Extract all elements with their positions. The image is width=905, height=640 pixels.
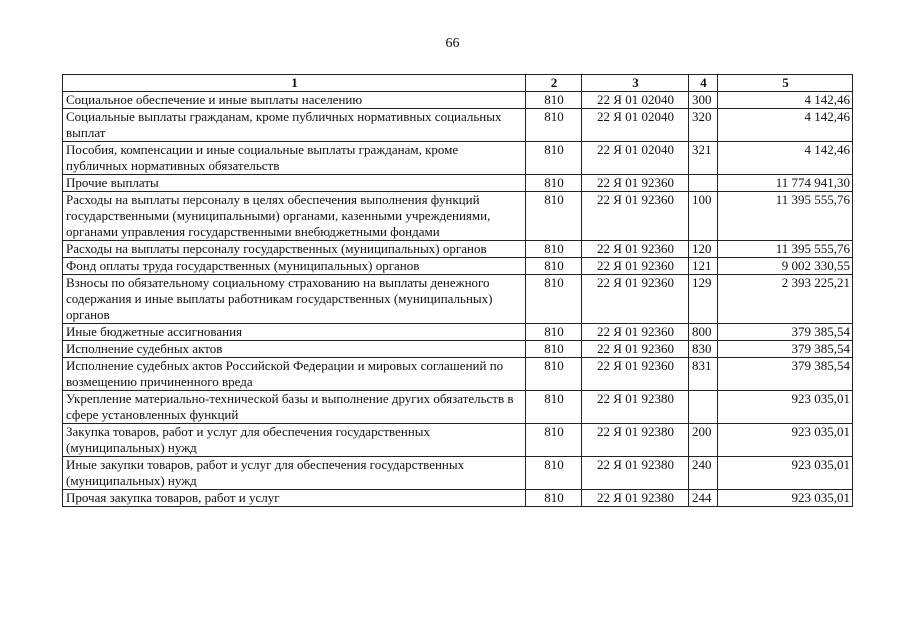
table-row — [63, 109, 853, 142]
row-amount-cell: 2 393 225,21 — [718, 275, 853, 324]
table-row — [63, 175, 853, 192]
row-name-cell: Прочая закупка товаров, работ и услуг — [63, 490, 526, 507]
header-col-4: 4 — [689, 75, 718, 92]
row-code-cell: 810 — [526, 341, 582, 358]
table-row — [63, 341, 853, 358]
row-target-cell: 22 Я 01 02040 — [582, 142, 689, 175]
row-code-cell: 810 — [526, 457, 582, 490]
table-row — [63, 424, 853, 457]
row-name-cell: Прочие выплаты — [63, 175, 526, 192]
row-code-cell: 810 — [526, 275, 582, 324]
row-code-cell: 810 — [526, 391, 582, 424]
table-row — [63, 92, 853, 109]
row-type-cell: 100 — [689, 192, 718, 241]
budget-table — [62, 74, 853, 507]
row-target-cell: 22 Я 01 92360 — [582, 175, 689, 192]
row-type-cell: 831 — [689, 358, 718, 391]
row-type-cell: 830 — [689, 341, 718, 358]
row-name-cell: Пособия, компенсации и иные социальные выплаты гражданам, кроме публичных нормативных обязательств — [63, 142, 526, 175]
header-col-2: 2 — [526, 75, 582, 92]
row-amount-cell: 923 035,01 — [718, 457, 853, 490]
row-amount-cell: 923 035,01 — [718, 391, 853, 424]
row-type-cell: 121 — [689, 258, 718, 275]
row-name-cell: Иные закупки товаров, работ и услуг для обеспечения государственных (муниципальных) нужд — [63, 457, 526, 490]
table-row — [63, 358, 853, 391]
row-code-cell: 810 — [526, 142, 582, 175]
row-target-cell: 22 Я 01 92360 — [582, 324, 689, 341]
row-amount-cell: 923 035,01 — [718, 424, 853, 457]
row-name-cell: Социальное обеспечение и иные выплаты населению — [63, 92, 526, 109]
row-type-cell: 200 — [689, 424, 718, 457]
row-name-cell: Закупка товаров, работ и услуг для обеспечения государственных (муниципальных) нужд — [63, 424, 526, 457]
table-row — [63, 490, 853, 507]
table-row — [63, 258, 853, 275]
row-type-cell — [689, 175, 718, 192]
row-target-cell: 22 Я 01 92380 — [582, 457, 689, 490]
row-name-cell: Расходы на выплаты персоналу государственных (муниципальных) органов — [63, 241, 526, 258]
row-type-cell: 320 — [689, 109, 718, 142]
row-name-cell: Иные бюджетные ассигнования — [63, 324, 526, 341]
header-col-3: 3 — [582, 75, 689, 92]
row-code-cell: 810 — [526, 258, 582, 275]
row-target-cell: 22 Я 01 02040 — [582, 109, 689, 142]
table-row — [63, 391, 853, 424]
table-row — [63, 457, 853, 490]
table-row — [63, 192, 853, 241]
row-code-cell: 810 — [526, 324, 582, 341]
row-code-cell: 810 — [526, 358, 582, 391]
row-name-cell: Социальные выплаты гражданам, кроме публичных нормативных социальных выплат — [63, 109, 526, 142]
row-type-cell: 321 — [689, 142, 718, 175]
row-code-cell: 810 — [526, 241, 582, 258]
row-amount-cell: 923 035,01 — [718, 490, 853, 507]
table-row — [63, 241, 853, 258]
row-target-cell: 22 Я 01 92360 — [582, 241, 689, 258]
row-name-cell: Расходы на выплаты персоналу в целях обеспечения выполнения функций государственными (муниципальными) органами, казенными учреждениями, органами управления государственными внебюджетными фондами — [63, 192, 526, 241]
row-code-cell: 810 — [526, 109, 582, 142]
row-amount-cell: 379 385,54 — [718, 341, 853, 358]
table-row — [63, 142, 853, 175]
row-target-cell: 22 Я 01 02040 — [582, 92, 689, 109]
row-target-cell: 22 Я 01 92360 — [582, 258, 689, 275]
row-type-cell: 800 — [689, 324, 718, 341]
row-type-cell: 300 — [689, 92, 718, 109]
row-amount-cell: 4 142,46 — [718, 92, 853, 109]
row-amount-cell: 4 142,46 — [718, 109, 853, 142]
table-body — [63, 92, 853, 507]
row-target-cell: 22 Я 01 92360 — [582, 275, 689, 324]
row-amount-cell: 379 385,54 — [718, 358, 853, 391]
row-type-cell: 244 — [689, 490, 718, 507]
row-code-cell: 810 — [526, 92, 582, 109]
row-type-cell: 129 — [689, 275, 718, 324]
row-name-cell: Фонд оплаты труда государственных (муниципальных) органов — [63, 258, 526, 275]
row-target-cell: 22 Я 01 92380 — [582, 424, 689, 457]
row-code-cell: 810 — [526, 175, 582, 192]
row-amount-cell: 11 395 555,76 — [718, 192, 853, 241]
page-number: 66 — [445, 36, 460, 51]
row-amount-cell: 4 142,46 — [718, 142, 853, 175]
table-row — [63, 275, 853, 324]
header-col-5: 5 — [718, 75, 853, 92]
row-target-cell: 22 Я 01 92380 — [582, 391, 689, 424]
row-name-cell: Взносы по обязательному социальному страхованию на выплаты денежного содержания и иные выплаты работникам государственных (муниципальных) органов — [63, 275, 526, 324]
table-row — [63, 324, 853, 341]
row-target-cell: 22 Я 01 92380 — [582, 490, 689, 507]
row-code-cell: 810 — [526, 490, 582, 507]
row-code-cell: 810 — [526, 424, 582, 457]
header-col-1: 1 — [63, 75, 526, 92]
row-name-cell: Укрепление материально-технической базы и выполнение других обязательств в сфере установленных функций — [63, 391, 526, 424]
row-type-cell — [689, 391, 718, 424]
row-target-cell: 22 Я 01 92360 — [582, 358, 689, 391]
row-target-cell: 22 Я 01 92360 — [582, 192, 689, 241]
row-amount-cell: 11 774 941,30 — [718, 175, 853, 192]
row-target-cell: 22 Я 01 92360 — [582, 341, 689, 358]
row-type-cell: 120 — [689, 241, 718, 258]
row-name-cell: Исполнение судебных актов — [63, 341, 526, 358]
table-header-row — [63, 75, 853, 92]
row-type-cell: 240 — [689, 457, 718, 490]
row-code-cell: 810 — [526, 192, 582, 241]
row-amount-cell: 9 002 330,55 — [718, 258, 853, 275]
row-amount-cell: 11 395 555,76 — [718, 241, 853, 258]
row-name-cell: Исполнение судебных актов Российской Федерации и мировых соглашений по возмещению причиненного вреда — [63, 358, 526, 391]
row-amount-cell: 379 385,54 — [718, 324, 853, 341]
